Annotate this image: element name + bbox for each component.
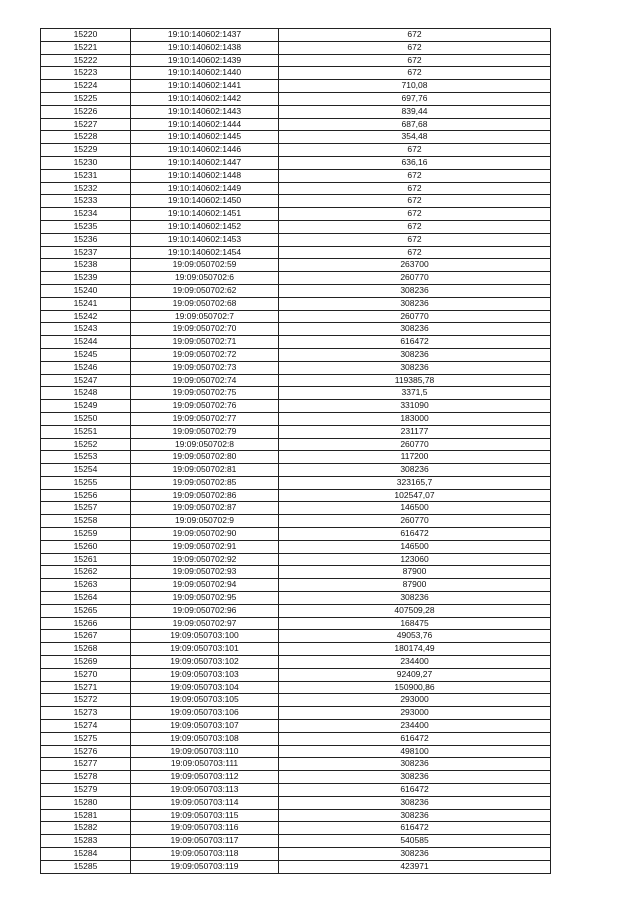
cadastral-number-cell: 19:10:140602:1446 [131, 144, 279, 157]
row-number-cell: 15260 [41, 540, 131, 553]
row-number-cell: 15231 [41, 169, 131, 182]
cadastral-number-cell: 19:09:050702:95 [131, 592, 279, 605]
cadastral-number-cell: 19:09:050703:118 [131, 848, 279, 861]
row-number-cell: 15223 [41, 67, 131, 80]
table-row [41, 745, 551, 758]
data-table-body [41, 29, 551, 874]
table-row [41, 259, 551, 272]
row-number-cell: 15245 [41, 348, 131, 361]
value-cell: 183000 [279, 412, 551, 425]
row-number-cell: 15220 [41, 29, 131, 42]
cadastral-number-cell: 19:10:140602:1437 [131, 29, 279, 42]
table-row [41, 592, 551, 605]
cadastral-number-cell: 19:09:050703:104 [131, 681, 279, 694]
table-row [41, 80, 551, 93]
table-row [41, 502, 551, 515]
table-row [41, 515, 551, 528]
table-row [41, 809, 551, 822]
cadastral-number-cell: 19:09:050702:9 [131, 515, 279, 528]
value-cell: 636,16 [279, 156, 551, 169]
row-number-cell: 15255 [41, 476, 131, 489]
row-number-cell: 15247 [41, 374, 131, 387]
cadastral-number-cell: 19:09:050702:76 [131, 400, 279, 413]
table-row [41, 92, 551, 105]
row-number-cell: 15229 [41, 144, 131, 157]
table-row [41, 771, 551, 784]
table-row [41, 220, 551, 233]
table-row [41, 233, 551, 246]
cadastral-number-cell: 19:09:050702:94 [131, 579, 279, 592]
table-row [41, 489, 551, 502]
table-row [41, 464, 551, 477]
table-row [41, 694, 551, 707]
table-row [41, 169, 551, 182]
table-row [41, 41, 551, 54]
row-number-cell: 15277 [41, 758, 131, 771]
row-number-cell: 15232 [41, 182, 131, 195]
cadastral-number-cell: 19:10:140602:1447 [131, 156, 279, 169]
table-row [41, 860, 551, 873]
value-cell: 92409,27 [279, 668, 551, 681]
cadastral-number-cell: 19:10:140602:1438 [131, 41, 279, 54]
value-cell: 293000 [279, 707, 551, 720]
value-cell: 150900,86 [279, 681, 551, 694]
value-cell: 672 [279, 233, 551, 246]
cadastral-number-cell: 19:09:050703:101 [131, 643, 279, 656]
table-row [41, 336, 551, 349]
value-cell: 331090 [279, 400, 551, 413]
table-row [41, 758, 551, 771]
table-row [41, 630, 551, 643]
value-cell: 323165,7 [279, 476, 551, 489]
value-cell: 672 [279, 169, 551, 182]
table-row [41, 720, 551, 733]
value-cell: 839,44 [279, 105, 551, 118]
table-row [41, 412, 551, 425]
row-number-cell: 15251 [41, 425, 131, 438]
row-number-cell: 15261 [41, 553, 131, 566]
table-row [41, 848, 551, 861]
cadastral-number-cell: 19:10:140602:1448 [131, 169, 279, 182]
table-row [41, 400, 551, 413]
row-number-cell: 15254 [41, 464, 131, 477]
table-row [41, 348, 551, 361]
value-cell: 616472 [279, 732, 551, 745]
row-number-cell: 15249 [41, 400, 131, 413]
value-cell: 263700 [279, 259, 551, 272]
cadastral-number-cell: 19:09:050702:74 [131, 374, 279, 387]
table-row [41, 566, 551, 579]
table-row [41, 29, 551, 42]
row-number-cell: 15221 [41, 41, 131, 54]
cadastral-number-cell: 19:09:050703:111 [131, 758, 279, 771]
cadastral-number-cell: 19:09:050703:108 [131, 732, 279, 745]
row-number-cell: 15237 [41, 246, 131, 259]
cadastral-number-cell: 19:09:050702:73 [131, 361, 279, 374]
table-row [41, 796, 551, 809]
table-row [41, 310, 551, 323]
value-cell: 672 [279, 67, 551, 80]
cadastral-number-cell: 19:09:050702:70 [131, 323, 279, 336]
table-row [41, 643, 551, 656]
table-row [41, 272, 551, 285]
row-number-cell: 15250 [41, 412, 131, 425]
table-row [41, 144, 551, 157]
cadastral-number-cell: 19:09:050703:105 [131, 694, 279, 707]
table-row [41, 681, 551, 694]
row-number-cell: 15244 [41, 336, 131, 349]
table-row [41, 425, 551, 438]
cadastral-number-cell: 19:09:050702:85 [131, 476, 279, 489]
table-row [41, 822, 551, 835]
row-number-cell: 15278 [41, 771, 131, 784]
cadastral-number-cell: 19:09:050702:72 [131, 348, 279, 361]
value-cell: 3371,5 [279, 387, 551, 400]
row-number-cell: 15273 [41, 707, 131, 720]
row-number-cell: 15233 [41, 195, 131, 208]
row-number-cell: 15284 [41, 848, 131, 861]
table-row [41, 156, 551, 169]
table-row [41, 553, 551, 566]
value-cell: 119385,78 [279, 374, 551, 387]
cadastral-number-cell: 19:10:140602:1443 [131, 105, 279, 118]
row-number-cell: 15285 [41, 860, 131, 873]
cadastral-number-cell: 19:09:050703:114 [131, 796, 279, 809]
row-number-cell: 15268 [41, 643, 131, 656]
row-number-cell: 15225 [41, 92, 131, 105]
table-row [41, 784, 551, 797]
cadastral-number-cell: 19:09:050702:91 [131, 540, 279, 553]
cadastral-number-cell: 19:10:140602:1444 [131, 118, 279, 131]
table-row [41, 297, 551, 310]
row-number-cell: 15252 [41, 438, 131, 451]
cadastral-number-cell: 19:10:140602:1449 [131, 182, 279, 195]
row-number-cell: 15240 [41, 284, 131, 297]
row-number-cell: 15262 [41, 566, 131, 579]
value-cell: 354,48 [279, 131, 551, 144]
value-cell: 293000 [279, 694, 551, 707]
value-cell: 308236 [279, 758, 551, 771]
value-cell: 260770 [279, 515, 551, 528]
cadastral-number-cell: 19:10:140602:1454 [131, 246, 279, 259]
cadastral-number-cell: 19:09:050702:90 [131, 528, 279, 541]
row-number-cell: 15238 [41, 259, 131, 272]
value-cell: 616472 [279, 822, 551, 835]
row-number-cell: 15265 [41, 604, 131, 617]
table-row [41, 604, 551, 617]
row-number-cell: 15280 [41, 796, 131, 809]
table-row [41, 182, 551, 195]
value-cell: 102547,07 [279, 489, 551, 502]
cadastral-number-cell: 19:09:050703:113 [131, 784, 279, 797]
value-cell: 308236 [279, 796, 551, 809]
cadastral-number-cell: 19:09:050702:96 [131, 604, 279, 617]
table-row [41, 387, 551, 400]
cadastral-number-cell: 19:10:140602:1453 [131, 233, 279, 246]
cadastral-number-cell: 19:09:050702:68 [131, 297, 279, 310]
table-row [41, 540, 551, 553]
table-row [41, 246, 551, 259]
cadastral-number-cell: 19:09:050702:80 [131, 451, 279, 464]
row-number-cell: 15264 [41, 592, 131, 605]
value-cell: 117200 [279, 451, 551, 464]
value-cell: 308236 [279, 348, 551, 361]
value-cell: 308236 [279, 771, 551, 784]
value-cell: 87900 [279, 579, 551, 592]
row-number-cell: 15276 [41, 745, 131, 758]
row-number-cell: 15283 [41, 835, 131, 848]
row-number-cell: 15256 [41, 489, 131, 502]
cadastral-number-cell: 19:09:050702:59 [131, 259, 279, 272]
cadastral-number-cell: 19:09:050703:110 [131, 745, 279, 758]
cadastral-number-cell: 19:10:140602:1441 [131, 80, 279, 93]
value-cell: 672 [279, 29, 551, 42]
cadastral-number-cell: 19:09:050703:106 [131, 707, 279, 720]
row-number-cell: 15269 [41, 656, 131, 669]
value-cell: 146500 [279, 540, 551, 553]
cadastral-number-cell: 19:09:050702:97 [131, 617, 279, 630]
cadastral-number-cell: 19:09:050703:115 [131, 809, 279, 822]
value-cell: 308236 [279, 323, 551, 336]
value-cell: 672 [279, 144, 551, 157]
table-row [41, 361, 551, 374]
value-cell: 616472 [279, 528, 551, 541]
cadastral-number-cell: 19:09:050703:102 [131, 656, 279, 669]
value-cell: 710,08 [279, 80, 551, 93]
value-cell: 697,76 [279, 92, 551, 105]
table-row [41, 438, 551, 451]
cadastral-number-cell: 19:10:140602:1440 [131, 67, 279, 80]
row-number-cell: 15227 [41, 118, 131, 131]
value-cell: 308236 [279, 464, 551, 477]
value-cell: 234400 [279, 656, 551, 669]
table-row [41, 195, 551, 208]
table-row [41, 284, 551, 297]
value-cell: 308236 [279, 592, 551, 605]
value-cell: 672 [279, 54, 551, 67]
row-number-cell: 15234 [41, 208, 131, 221]
row-number-cell: 15270 [41, 668, 131, 681]
row-number-cell: 15235 [41, 220, 131, 233]
cadastral-number-cell: 19:09:050702:92 [131, 553, 279, 566]
cadastral-number-cell: 19:09:050702:77 [131, 412, 279, 425]
row-number-cell: 15228 [41, 131, 131, 144]
table-row [41, 131, 551, 144]
table-row [41, 451, 551, 464]
value-cell: 616472 [279, 784, 551, 797]
value-cell: 672 [279, 246, 551, 259]
cadastral-number-cell: 19:09:050702:6 [131, 272, 279, 285]
cadastral-number-cell: 19:09:050702:86 [131, 489, 279, 502]
value-cell: 540585 [279, 835, 551, 848]
cadastral-number-cell: 19:09:050702:87 [131, 502, 279, 515]
value-cell: 308236 [279, 297, 551, 310]
row-number-cell: 15257 [41, 502, 131, 515]
row-number-cell: 15272 [41, 694, 131, 707]
value-cell: 146500 [279, 502, 551, 515]
table-row [41, 208, 551, 221]
cadastral-number-cell: 19:09:050703:112 [131, 771, 279, 784]
cadastral-number-cell: 19:09:050703:119 [131, 860, 279, 873]
row-number-cell: 15246 [41, 361, 131, 374]
table-row [41, 67, 551, 80]
cadastral-number-cell: 19:09:050703:103 [131, 668, 279, 681]
value-cell: 87900 [279, 566, 551, 579]
cadastral-number-cell: 19:10:140602:1439 [131, 54, 279, 67]
value-cell: 308236 [279, 809, 551, 822]
table-row [41, 707, 551, 720]
cadastral-number-cell: 19:09:050702:8 [131, 438, 279, 451]
row-number-cell: 15239 [41, 272, 131, 285]
table-row [41, 732, 551, 745]
row-number-cell: 15263 [41, 579, 131, 592]
value-cell: 672 [279, 41, 551, 54]
table-row [41, 617, 551, 630]
table-row [41, 323, 551, 336]
value-cell: 672 [279, 220, 551, 233]
table-row [41, 374, 551, 387]
cadastral-number-cell: 19:10:140602:1452 [131, 220, 279, 233]
cadastral-number-cell: 19:10:140602:1450 [131, 195, 279, 208]
row-number-cell: 15266 [41, 617, 131, 630]
row-number-cell: 15274 [41, 720, 131, 733]
value-cell: 308236 [279, 848, 551, 861]
cadastral-number-cell: 19:09:050702:79 [131, 425, 279, 438]
cadastral-number-cell: 19:09:050702:71 [131, 336, 279, 349]
value-cell: 180174,49 [279, 643, 551, 656]
row-number-cell: 15267 [41, 630, 131, 643]
value-cell: 308236 [279, 284, 551, 297]
table-row [41, 105, 551, 118]
row-number-cell: 15258 [41, 515, 131, 528]
cadastral-number-cell: 19:09:050702:81 [131, 464, 279, 477]
value-cell: 616472 [279, 336, 551, 349]
row-number-cell: 15253 [41, 451, 131, 464]
value-cell: 260770 [279, 438, 551, 451]
table-row [41, 54, 551, 67]
row-number-cell: 15282 [41, 822, 131, 835]
table-row [41, 476, 551, 489]
row-number-cell: 15243 [41, 323, 131, 336]
row-number-cell: 15275 [41, 732, 131, 745]
value-cell: 168475 [279, 617, 551, 630]
value-cell: 308236 [279, 361, 551, 374]
value-cell: 260770 [279, 310, 551, 323]
row-number-cell: 15230 [41, 156, 131, 169]
cadastral-number-cell: 19:10:140602:1451 [131, 208, 279, 221]
value-cell: 423971 [279, 860, 551, 873]
cadastral-number-cell: 19:09:050703:117 [131, 835, 279, 848]
table-row [41, 835, 551, 848]
value-cell: 49053,76 [279, 630, 551, 643]
value-cell: 123060 [279, 553, 551, 566]
row-number-cell: 15248 [41, 387, 131, 400]
table-row [41, 118, 551, 131]
cadastral-number-cell: 19:10:140602:1442 [131, 92, 279, 105]
value-cell: 687,68 [279, 118, 551, 131]
row-number-cell: 15281 [41, 809, 131, 822]
value-cell: 231177 [279, 425, 551, 438]
table-row [41, 668, 551, 681]
row-number-cell: 15279 [41, 784, 131, 797]
cadastral-number-cell: 19:09:050703:100 [131, 630, 279, 643]
row-number-cell: 15226 [41, 105, 131, 118]
cadastral-number-cell: 19:09:050703:116 [131, 822, 279, 835]
value-cell: 260770 [279, 272, 551, 285]
cadastral-number-cell: 19:09:050702:7 [131, 310, 279, 323]
value-cell: 672 [279, 208, 551, 221]
row-number-cell: 15222 [41, 54, 131, 67]
value-cell: 672 [279, 182, 551, 195]
value-cell: 234400 [279, 720, 551, 733]
cadastral-number-cell: 19:09:050702:62 [131, 284, 279, 297]
row-number-cell: 15236 [41, 233, 131, 246]
table-row [41, 656, 551, 669]
table-row [41, 528, 551, 541]
row-number-cell: 15241 [41, 297, 131, 310]
cadastral-number-cell: 19:10:140602:1445 [131, 131, 279, 144]
row-number-cell: 15259 [41, 528, 131, 541]
value-cell: 498100 [279, 745, 551, 758]
cadastral-number-cell: 19:09:050702:93 [131, 566, 279, 579]
data-table [40, 28, 551, 874]
cadastral-number-cell: 19:09:050702:75 [131, 387, 279, 400]
row-number-cell: 15242 [41, 310, 131, 323]
value-cell: 407509,28 [279, 604, 551, 617]
row-number-cell: 15271 [41, 681, 131, 694]
value-cell: 672 [279, 195, 551, 208]
cadastral-number-cell: 19:09:050703:107 [131, 720, 279, 733]
row-number-cell: 15224 [41, 80, 131, 93]
table-row [41, 579, 551, 592]
